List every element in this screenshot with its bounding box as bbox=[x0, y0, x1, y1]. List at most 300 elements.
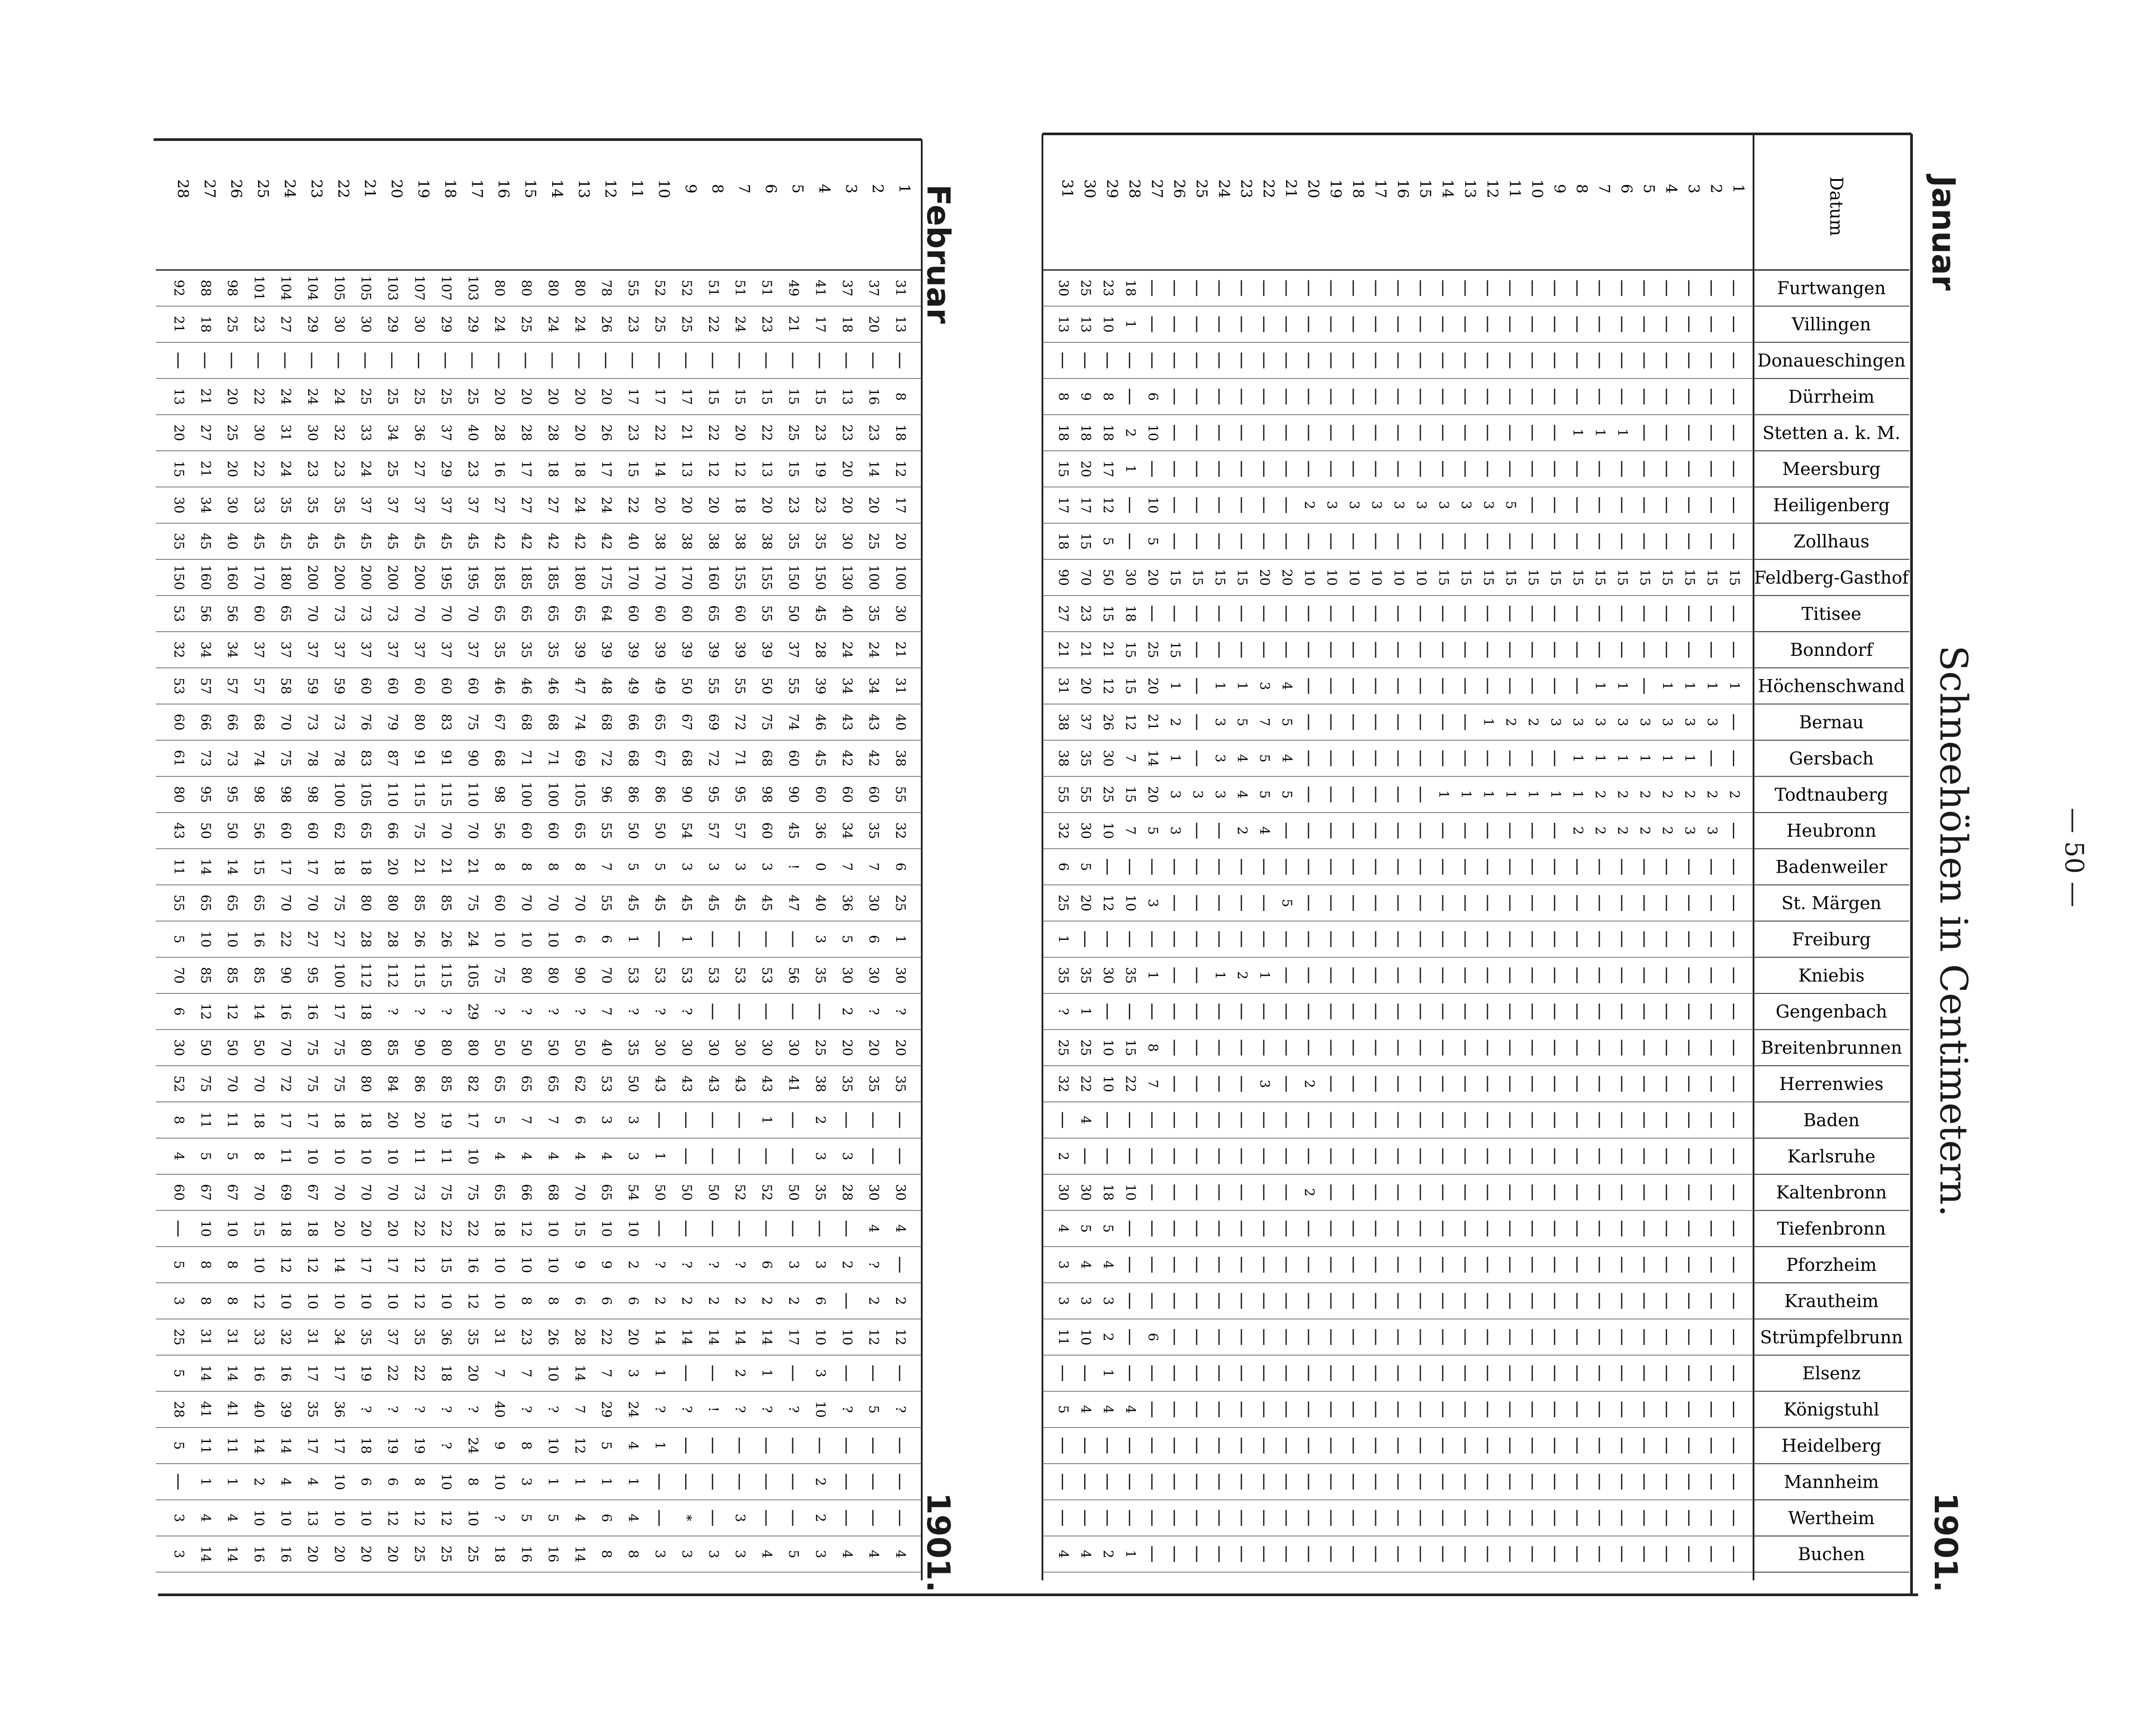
feb-cell-value: 12 bbox=[251, 1292, 267, 1309]
feb-cell-value: 14 bbox=[198, 1365, 213, 1382]
feb-cell-value: 30 bbox=[304, 424, 320, 441]
feb-cell-value: 20 bbox=[571, 424, 587, 441]
feb-cell-value: 46 bbox=[812, 713, 828, 731]
feb-cell-value: 2 bbox=[812, 1115, 828, 1124]
feb-cell-value: 46 bbox=[492, 677, 507, 694]
jan-cell-value: 6 bbox=[1145, 1333, 1161, 1342]
feb-cell-value: 23 bbox=[331, 460, 347, 478]
feb-cell-value: 12 bbox=[705, 460, 721, 478]
feb-cell-value: 30 bbox=[679, 1039, 694, 1056]
feb-day-label: 3 bbox=[842, 184, 860, 194]
jan-day-label: 2 bbox=[1707, 184, 1725, 194]
feb-cell-value: 18 bbox=[304, 1220, 320, 1237]
feb-cell-value: 27 bbox=[545, 496, 561, 514]
feb-cell-value: 80 bbox=[492, 280, 507, 297]
feb-cell-value: 23 bbox=[304, 460, 320, 478]
feb-cell-value: 8 bbox=[251, 1152, 267, 1161]
station-name: Pforzheim bbox=[1786, 1255, 1877, 1275]
feb-cell-value: 107 bbox=[438, 275, 454, 301]
feb-cell-value: ? bbox=[358, 1406, 374, 1413]
feb-cell-value: 20 bbox=[625, 1328, 641, 1345]
feb-cell-value: 52 bbox=[732, 1184, 748, 1201]
jan-cell-value: 2 bbox=[1592, 790, 1608, 799]
feb-cell-value: 7 bbox=[518, 1369, 534, 1378]
jan-cell-value: 1 bbox=[1570, 428, 1585, 437]
feb-cell-value: 5 bbox=[652, 863, 668, 871]
feb-cell-value: 61 bbox=[171, 750, 187, 767]
feb-cell-value: 35 bbox=[812, 967, 828, 984]
feb-cell-value: 30 bbox=[785, 1039, 801, 1056]
feb-cell-value: 37 bbox=[411, 641, 427, 658]
jan-cell-value: 10 bbox=[1346, 569, 1362, 586]
feb-cell-value: 98 bbox=[492, 786, 507, 803]
jan-cell-value: 2 bbox=[1234, 826, 1250, 835]
feb-cell-value: 12 bbox=[465, 1292, 481, 1309]
feb-cell-value: 103 bbox=[384, 275, 400, 301]
feb-cell-value: 24 bbox=[625, 1401, 641, 1418]
feb-cell-value: 88 bbox=[198, 280, 213, 297]
feb-cell-value: ? bbox=[518, 1406, 534, 1413]
feb-cell-value: 195 bbox=[438, 565, 454, 590]
jan-cell-value: 4 bbox=[1100, 1260, 1116, 1269]
station-name: Badenweiler bbox=[1775, 857, 1887, 878]
feb-cell-value: 3 bbox=[732, 863, 748, 871]
jan-cell-value: 12 bbox=[1100, 894, 1116, 912]
feb-cell-value: 22 bbox=[759, 424, 775, 441]
feb-cell-value: 10 bbox=[545, 1437, 561, 1454]
feb-cell-value: 85 bbox=[251, 967, 267, 984]
feb-cell-value: 24 bbox=[571, 496, 587, 514]
feb-cell-value: 30 bbox=[251, 424, 267, 441]
feb-cell-value: 100 bbox=[866, 565, 881, 590]
jan-cell-value: 3 bbox=[1413, 501, 1429, 510]
feb-cell-value: 155 bbox=[759, 565, 775, 590]
feb-cell-value: ? bbox=[411, 1008, 427, 1015]
feb-cell-value: 200 bbox=[304, 565, 320, 590]
feb-cell-value: 69 bbox=[278, 1184, 294, 1201]
jan-cell-value: 1 bbox=[1145, 971, 1161, 980]
feb-cell-value: 112 bbox=[358, 963, 374, 988]
feb-day-label: 19 bbox=[414, 179, 432, 198]
feb-cell-value: 20 bbox=[518, 388, 534, 405]
feb-cell-value: 12 bbox=[411, 1292, 427, 1309]
feb-cell-value: 32 bbox=[331, 424, 347, 441]
feb-cell-value: 40 bbox=[492, 1401, 507, 1418]
feb-cell-value: 180 bbox=[571, 565, 587, 590]
feb-cell-value: 24 bbox=[465, 1437, 481, 1454]
feb-cell-value: 33 bbox=[358, 424, 374, 441]
feb-cell-value: 10 bbox=[331, 1509, 347, 1526]
feb-cell-value: 18 bbox=[251, 1111, 267, 1129]
station-name: Elsenz bbox=[1802, 1363, 1861, 1384]
feb-cell-value: 0 bbox=[812, 863, 828, 871]
feb-cell-value: 14 bbox=[278, 1437, 294, 1454]
feb-cell-value: 10 bbox=[492, 931, 507, 948]
feb-cell-value: 25 bbox=[892, 894, 908, 912]
jan-cell-value: 1 bbox=[1547, 790, 1563, 799]
jan-cell-value: 6 bbox=[1055, 863, 1071, 871]
feb-cell-value: 90 bbox=[785, 786, 801, 803]
feb-cell-value: 72 bbox=[278, 1075, 294, 1093]
feb-cell-value: 33 bbox=[251, 496, 267, 514]
feb-cell-value: 70 bbox=[278, 1039, 294, 1056]
station-name: Baden bbox=[1803, 1110, 1860, 1131]
jan-cell-value: 3 bbox=[1257, 1079, 1272, 1088]
jan-cell-value: 15 bbox=[1122, 1039, 1138, 1056]
jan-cell-value: 15 bbox=[1167, 569, 1183, 586]
jan-cell-value: 2 bbox=[1502, 718, 1518, 727]
feb-cell-value: 20 bbox=[839, 496, 855, 514]
feb-cell-value: 17 bbox=[625, 388, 641, 405]
feb-cell-value: ? bbox=[652, 1406, 668, 1413]
feb-cell-value: 50 bbox=[492, 1039, 507, 1056]
feb-cell-value: 36 bbox=[411, 424, 427, 441]
feb-cell-value: 37 bbox=[331, 641, 347, 658]
feb-cell-value: 53 bbox=[598, 1075, 614, 1093]
feb-cell-value: 16 bbox=[278, 1365, 294, 1382]
station-name: Donaueschingen bbox=[1757, 351, 1906, 371]
feb-cell-value: 30 bbox=[732, 1039, 748, 1056]
feb-cell-value: 8 bbox=[171, 1115, 187, 1124]
jan-cell-value: 3 bbox=[1055, 1260, 1071, 1269]
feb-cell-value: 20 bbox=[224, 388, 240, 405]
jan-cell-value: 2 bbox=[1637, 790, 1653, 799]
jan-cell-value: 20 bbox=[1145, 569, 1161, 586]
jan-cell-value: 2 bbox=[1100, 1550, 1116, 1558]
feb-cell-value: ? bbox=[785, 1406, 801, 1413]
station-name: Todtnauberg bbox=[1775, 784, 1888, 805]
jan-cell-value: 20 bbox=[1078, 894, 1093, 912]
jan-cell-value: 5 bbox=[1145, 537, 1161, 546]
station-name: Tiefenbronn bbox=[1777, 1219, 1886, 1239]
jan-day-label: 4 bbox=[1662, 184, 1680, 194]
feb-cell-value: 27 bbox=[198, 424, 213, 441]
feb-cell-value: ? bbox=[892, 1008, 908, 1015]
feb-cell-value: 25 bbox=[785, 424, 801, 441]
feb-cell-value: 35 bbox=[866, 605, 881, 622]
feb-cell-value: 200 bbox=[411, 565, 427, 590]
feb-cell-value: 130 bbox=[839, 565, 855, 590]
station-name: Furtwangen bbox=[1777, 278, 1886, 299]
feb-cell-value: ? bbox=[705, 1261, 721, 1269]
jan-cell-value: 2 bbox=[1614, 790, 1630, 799]
feb-cell-value: 35 bbox=[839, 1075, 855, 1093]
feb-cell-value: 2 bbox=[705, 1296, 721, 1305]
feb-cell-value: 105 bbox=[358, 782, 374, 807]
feb-cell-value: 22 bbox=[411, 1365, 427, 1382]
jan-cell-value: 10 bbox=[1122, 894, 1138, 912]
feb-cell-value: 26 bbox=[438, 931, 454, 948]
feb-cell-value: 24 bbox=[545, 316, 561, 333]
feb-cell-value: 74 bbox=[571, 713, 587, 731]
jan-cell-value: 70 bbox=[1078, 569, 1093, 586]
feb-cell-value: 10 bbox=[518, 931, 534, 948]
jan-cell-value: 5 bbox=[1279, 790, 1295, 799]
feb-cell-value: 45 bbox=[732, 894, 748, 912]
feb-cell-value: 21 bbox=[892, 641, 908, 658]
feb-cell-value: 3 bbox=[625, 1369, 641, 1378]
jan-cell-value: 2 bbox=[1726, 790, 1742, 799]
feb-cell-value: 38 bbox=[759, 532, 775, 550]
jan-cell-value: 10 bbox=[1145, 424, 1161, 441]
jan-cell-value: 1 bbox=[1435, 790, 1451, 799]
feb-cell-value: 3 bbox=[732, 1514, 748, 1522]
station-name: Villingen bbox=[1792, 314, 1871, 335]
feb-cell-value: 62 bbox=[331, 822, 347, 839]
feb-cell-value: 6 bbox=[384, 1477, 400, 1486]
jan-cell-value: 15 bbox=[1212, 569, 1228, 586]
feb-cell-value: 85 bbox=[438, 894, 454, 912]
feb-cell-value: 65 bbox=[545, 1075, 561, 1093]
feb-cell-value: 3 bbox=[705, 863, 721, 871]
feb-cell-value: 17 bbox=[304, 1365, 320, 1382]
feb-cell-value: 74 bbox=[785, 713, 801, 731]
feb-cell-value: 14 bbox=[251, 1003, 267, 1020]
feb-cell-value: 80 bbox=[384, 894, 400, 912]
feb-cell-value: 34 bbox=[866, 677, 881, 694]
feb-cell-value: 71 bbox=[732, 750, 748, 767]
jan-cell-value: 10 bbox=[1324, 569, 1340, 586]
feb-cell-value: ? bbox=[492, 1514, 507, 1522]
feb-cell-value: 55 bbox=[625, 280, 641, 297]
feb-cell-value: 45 bbox=[652, 894, 668, 912]
feb-cell-value: 18 bbox=[492, 1546, 507, 1563]
feb-cell-value: 40 bbox=[839, 605, 855, 622]
feb-cell-value: 4 bbox=[866, 1550, 881, 1558]
feb-cell-value: 30 bbox=[892, 1184, 908, 1201]
feb-cell-value: 65 bbox=[705, 605, 721, 622]
feb-cell-value: 55 bbox=[732, 677, 748, 694]
feb-cell-value: 10 bbox=[812, 1401, 828, 1418]
feb-cell-value: 10 bbox=[251, 1256, 267, 1273]
jan-cell-value: 32 bbox=[1055, 1075, 1071, 1093]
feb-cell-value: 57 bbox=[251, 677, 267, 694]
feb-cell-value: 35 bbox=[545, 641, 561, 658]
station-name: Buchen bbox=[1798, 1544, 1865, 1565]
feb-cell-value: 50 bbox=[251, 1039, 267, 1056]
feb-cell-value: 53 bbox=[171, 605, 187, 622]
jan-cell-value: 1 bbox=[1480, 790, 1496, 799]
feb-cell-value: 46 bbox=[518, 677, 534, 694]
feb-cell-value: 4 bbox=[839, 1550, 855, 1558]
feb-cell-value: ? bbox=[892, 1406, 908, 1413]
station-name: St. Märgen bbox=[1781, 893, 1882, 914]
feb-cell-value: ? bbox=[438, 1406, 454, 1413]
feb-cell-value: 54 bbox=[679, 822, 694, 839]
feb-cell-value: 9 bbox=[492, 1441, 507, 1450]
feb-cell-value: 21 bbox=[785, 316, 801, 333]
feb-cell-value: 65 bbox=[545, 605, 561, 622]
feb-cell-value: 67 bbox=[198, 1184, 213, 1201]
feb-cell-value: 100 bbox=[892, 565, 908, 590]
feb-cell-value: 17 bbox=[892, 496, 908, 514]
feb-cell-value: 84 bbox=[384, 1075, 400, 1093]
feb-cell-value: 30 bbox=[839, 967, 855, 984]
feb-cell-value: 53 bbox=[625, 967, 641, 984]
feb-cell-value: 35 bbox=[304, 496, 320, 514]
feb-cell-value: 24 bbox=[598, 496, 614, 514]
jan-cell-value: 21 bbox=[1055, 641, 1071, 658]
feb-cell-value: 55 bbox=[705, 677, 721, 694]
feb-cell-value: 7 bbox=[866, 863, 881, 871]
feb-cell-value: 80 bbox=[571, 280, 587, 297]
jan-cell-value: 30 bbox=[1078, 1184, 1093, 1201]
feb-cell-value: 74 bbox=[251, 750, 267, 767]
jan-cell-value: 5 bbox=[1502, 501, 1518, 510]
feb-cell-value: 53 bbox=[705, 967, 721, 984]
jan-day-label: 23 bbox=[1237, 179, 1255, 198]
feb-cell-value: 19 bbox=[812, 460, 828, 478]
feb-cell-value: 14 bbox=[705, 1328, 721, 1345]
feb-cell-value: 48 bbox=[598, 677, 614, 694]
jan-cell-value: 15 bbox=[1435, 569, 1451, 586]
jan-cell-value: 18 bbox=[1078, 424, 1093, 441]
feb-cell-value: 15 bbox=[785, 460, 801, 478]
feb-cell-value: 20 bbox=[384, 1220, 400, 1237]
feb-cell-value: 18 bbox=[358, 1003, 374, 1020]
feb-cell-value: 20 bbox=[304, 1546, 320, 1563]
station-name: Heubronn bbox=[1786, 821, 1876, 842]
feb-cell-value: 25 bbox=[812, 1039, 828, 1056]
feb-cell-value: 50 bbox=[198, 822, 213, 839]
feb-cell-value: ! bbox=[785, 864, 801, 870]
feb-cell-value: 60 bbox=[866, 786, 881, 803]
feb-cell-value: 60 bbox=[358, 677, 374, 694]
jan-cell-value: 3 bbox=[1167, 826, 1183, 835]
feb-cell-value: 60 bbox=[171, 713, 187, 731]
feb-cell-value: 29 bbox=[384, 316, 400, 333]
feb-cell-value: 53 bbox=[732, 967, 748, 984]
feb-cell-value: 17 bbox=[331, 1365, 347, 1382]
feb-cell-value: 21 bbox=[198, 460, 213, 478]
jan-cell-value: 4 bbox=[1055, 1550, 1071, 1558]
feb-cell-value: 22 bbox=[384, 1365, 400, 1382]
feb-cell-value: 30 bbox=[839, 532, 855, 550]
feb-cell-value: 11 bbox=[198, 1437, 213, 1454]
jan-cell-value: 25 bbox=[1055, 1039, 1071, 1056]
jan-cell-value: 15 bbox=[1682, 569, 1697, 586]
feb-cell-value: 60 bbox=[251, 605, 267, 622]
feb-cell-value: 24 bbox=[358, 460, 374, 478]
jan-cell-value: 1 bbox=[1614, 682, 1630, 691]
feb-cell-value: * bbox=[679, 1514, 694, 1522]
feb-cell-value: 43 bbox=[652, 1075, 668, 1093]
jan-cell-value: 3 bbox=[1547, 718, 1563, 727]
station-name: Heiligenberg bbox=[1773, 495, 1890, 516]
feb-cell-value: 8 bbox=[625, 1550, 641, 1558]
feb-cell-value: 78 bbox=[304, 750, 320, 767]
feb-cell-value: 65 bbox=[598, 1184, 614, 1201]
feb-cell-value: 3 bbox=[171, 1514, 187, 1522]
feb-cell-value: 34 bbox=[331, 1328, 347, 1345]
station-name: Höchenschwand bbox=[1758, 676, 1905, 697]
feb-cell-value: 18 bbox=[732, 496, 748, 514]
feb-cell-value: 52 bbox=[679, 280, 694, 297]
feb-day-label: 22 bbox=[334, 179, 352, 198]
feb-cell-value: 12 bbox=[384, 1509, 400, 1526]
jan-cell-value: 15 bbox=[1189, 569, 1205, 586]
jan-cell-value: 10 bbox=[1100, 822, 1116, 839]
feb-cell-value: 16 bbox=[251, 931, 267, 948]
feb-cell-value: 17 bbox=[331, 1437, 347, 1454]
jan-cell-value: 3 bbox=[1480, 501, 1496, 510]
feb-cell-value: 65 bbox=[251, 894, 267, 912]
jan-cell-value: 5 bbox=[1078, 863, 1093, 871]
feb-cell-value: 75 bbox=[331, 1039, 347, 1056]
jan-cell-value: 25 bbox=[1100, 786, 1116, 803]
station-name: Königstuhl bbox=[1783, 1399, 1879, 1420]
feb-cell-value: 98 bbox=[304, 786, 320, 803]
feb-cell-value: 75 bbox=[492, 967, 507, 984]
feb-cell-value: 35 bbox=[866, 1075, 881, 1093]
feb-cell-value: 1 bbox=[759, 1115, 775, 1124]
feb-cell-value: 4 bbox=[278, 1477, 294, 1486]
feb-cell-value: 70 bbox=[251, 1075, 267, 1093]
year-label-right: 1901. bbox=[1927, 1493, 1964, 1593]
jan-cell-value: 2 bbox=[1122, 428, 1138, 437]
station-name: Kaltenbronn bbox=[1776, 1183, 1887, 1203]
feb-cell-value: 70 bbox=[358, 1184, 374, 1201]
feb-cell-value: 34 bbox=[198, 641, 213, 658]
feb-cell-value: 28 bbox=[518, 424, 534, 441]
feb-cell-value: 50 bbox=[679, 677, 694, 694]
feb-cell-value: 4 bbox=[571, 1152, 587, 1161]
feb-cell-value: 17 bbox=[465, 1111, 481, 1129]
feb-cell-value: 29 bbox=[304, 316, 320, 333]
feb-cell-value: 38 bbox=[652, 532, 668, 550]
jan-day-label: 20 bbox=[1304, 179, 1322, 198]
jan-cell-value: 3 bbox=[1391, 501, 1406, 510]
feb-cell-value: 36 bbox=[839, 894, 855, 912]
jan-cell-value: 25 bbox=[1078, 1039, 1093, 1056]
feb-cell-value: 25 bbox=[518, 316, 534, 333]
feb-cell-value: 17 bbox=[598, 460, 614, 478]
date-header: Datum bbox=[1826, 176, 1846, 236]
jan-cell-value: 15 bbox=[1502, 569, 1518, 586]
feb-cell-value: 2 bbox=[892, 1296, 908, 1305]
feb-cell-value: 112 bbox=[384, 963, 400, 988]
feb-cell-value: 70 bbox=[438, 822, 454, 839]
feb-cell-value: 10 bbox=[358, 1147, 374, 1165]
feb-day-label: 25 bbox=[254, 179, 272, 198]
feb-cell-value: 185 bbox=[492, 565, 507, 590]
feb-cell-value: 10 bbox=[492, 1473, 507, 1490]
feb-cell-value: 67 bbox=[652, 750, 668, 767]
jan-day-label: 25 bbox=[1193, 179, 1211, 198]
jan-cell-value: 8 bbox=[1145, 1043, 1161, 1052]
jan-cell-value: 1 bbox=[1078, 1007, 1093, 1016]
feb-cell-value: ? bbox=[438, 1008, 454, 1015]
feb-cell-value: 23 bbox=[518, 1328, 534, 1345]
station-name: Kniebis bbox=[1798, 965, 1865, 986]
feb-cell-value: 68 bbox=[759, 750, 775, 767]
feb-cell-value: 10 bbox=[224, 931, 240, 948]
feb-day-label: 15 bbox=[521, 179, 539, 198]
feb-cell-value: 98 bbox=[224, 280, 240, 297]
feb-cell-value: 12 bbox=[892, 1328, 908, 1345]
feb-cell-value: 3 bbox=[759, 863, 775, 871]
feb-cell-value: 3 bbox=[625, 1115, 641, 1124]
feb-cell-value: 75 bbox=[465, 894, 481, 912]
feb-cell-value: 42 bbox=[492, 532, 507, 550]
feb-cell-value: 50 bbox=[705, 1184, 721, 1201]
jan-cell-value: 1 bbox=[1659, 682, 1675, 691]
feb-cell-value: 5 bbox=[518, 1514, 534, 1522]
feb-cell-value: 13 bbox=[839, 388, 855, 405]
feb-cell-value: 50 bbox=[785, 605, 801, 622]
feb-cell-value: 180 bbox=[278, 565, 294, 590]
jan-cell-value: 26 bbox=[1100, 713, 1116, 731]
